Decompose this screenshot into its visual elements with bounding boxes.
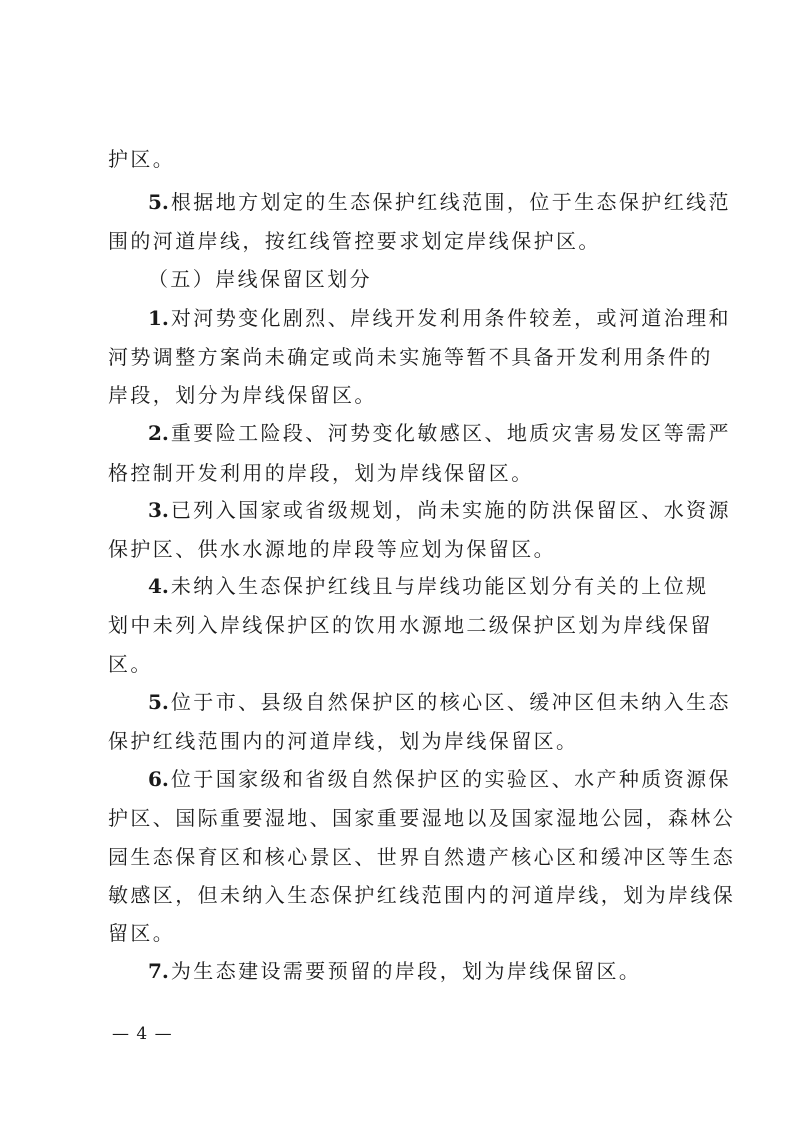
text-line: 敏感区，但未纳入生态保护红线范围内的河道岸线，划为岸线保 <box>108 883 736 907</box>
text-line: 4. 未纳入生态保护红线且与岸线功能区划分有关的上位规 <box>148 574 709 598</box>
text-line: 保护区、供水水源地的岸段等应划为保留区。 <box>108 537 556 561</box>
text-line: 护区、国际重要湿地、国家重要湿地以及国家湿地公园，森林公 <box>108 806 736 830</box>
text-line: 园生态保育区和核心景区、世界自然遗产核心区和缓冲区等生态 <box>108 845 736 869</box>
text-line: 5. 位于市、县级自然保护区的核心区、缓冲区但未纳入生态 <box>148 690 731 714</box>
text-line: 划中未列入岸线保护区的饮用水源地二级保护区划为岸线保留 <box>108 613 713 637</box>
text-line: 1. 对河势变化剧烈、岸线开发利用条件较差，或河道治理和 <box>148 306 731 330</box>
text-line: 格控制开发利用的岸段，划为岸线保留区。 <box>108 461 534 485</box>
text-line: 5. 根据地方划定的生态保护红线范围，位于生态保护红线范 <box>148 190 731 214</box>
text-line: 岸段，划分为岸线保留区。 <box>108 383 377 407</box>
text-line: 护区。 <box>108 147 176 171</box>
text-line: 区。 <box>108 652 153 676</box>
text-line: 围的河道岸线，按红线管控要求划定岸线保护区。 <box>108 229 601 253</box>
text-line: 留区。 <box>108 921 176 945</box>
text-line: 2. 重要险工险段、河势变化敏感区、地质灾害易发区等需严 <box>148 421 731 445</box>
text-line: 河势调整方案尚未确定或尚未实施等暂不具备开发利用条件的 <box>108 345 713 369</box>
text-line: 6. 位于国家级和省级自然保护区的实验区、水产种质资源保 <box>148 767 731 791</box>
text-line: 3. 已列入国家或省级规划，尚未实施的防洪保留区、水资源 <box>148 498 731 522</box>
text-line: 保护红线范围内的河道岸线，划为岸线保留区。 <box>108 729 579 753</box>
page-number: — 4 — <box>112 1024 173 1044</box>
section-heading: （五）岸线保留区划分 <box>148 267 372 291</box>
text-line: 7. 为生态建设需要预留的岸段，划为岸线保留区。 <box>148 959 642 983</box>
